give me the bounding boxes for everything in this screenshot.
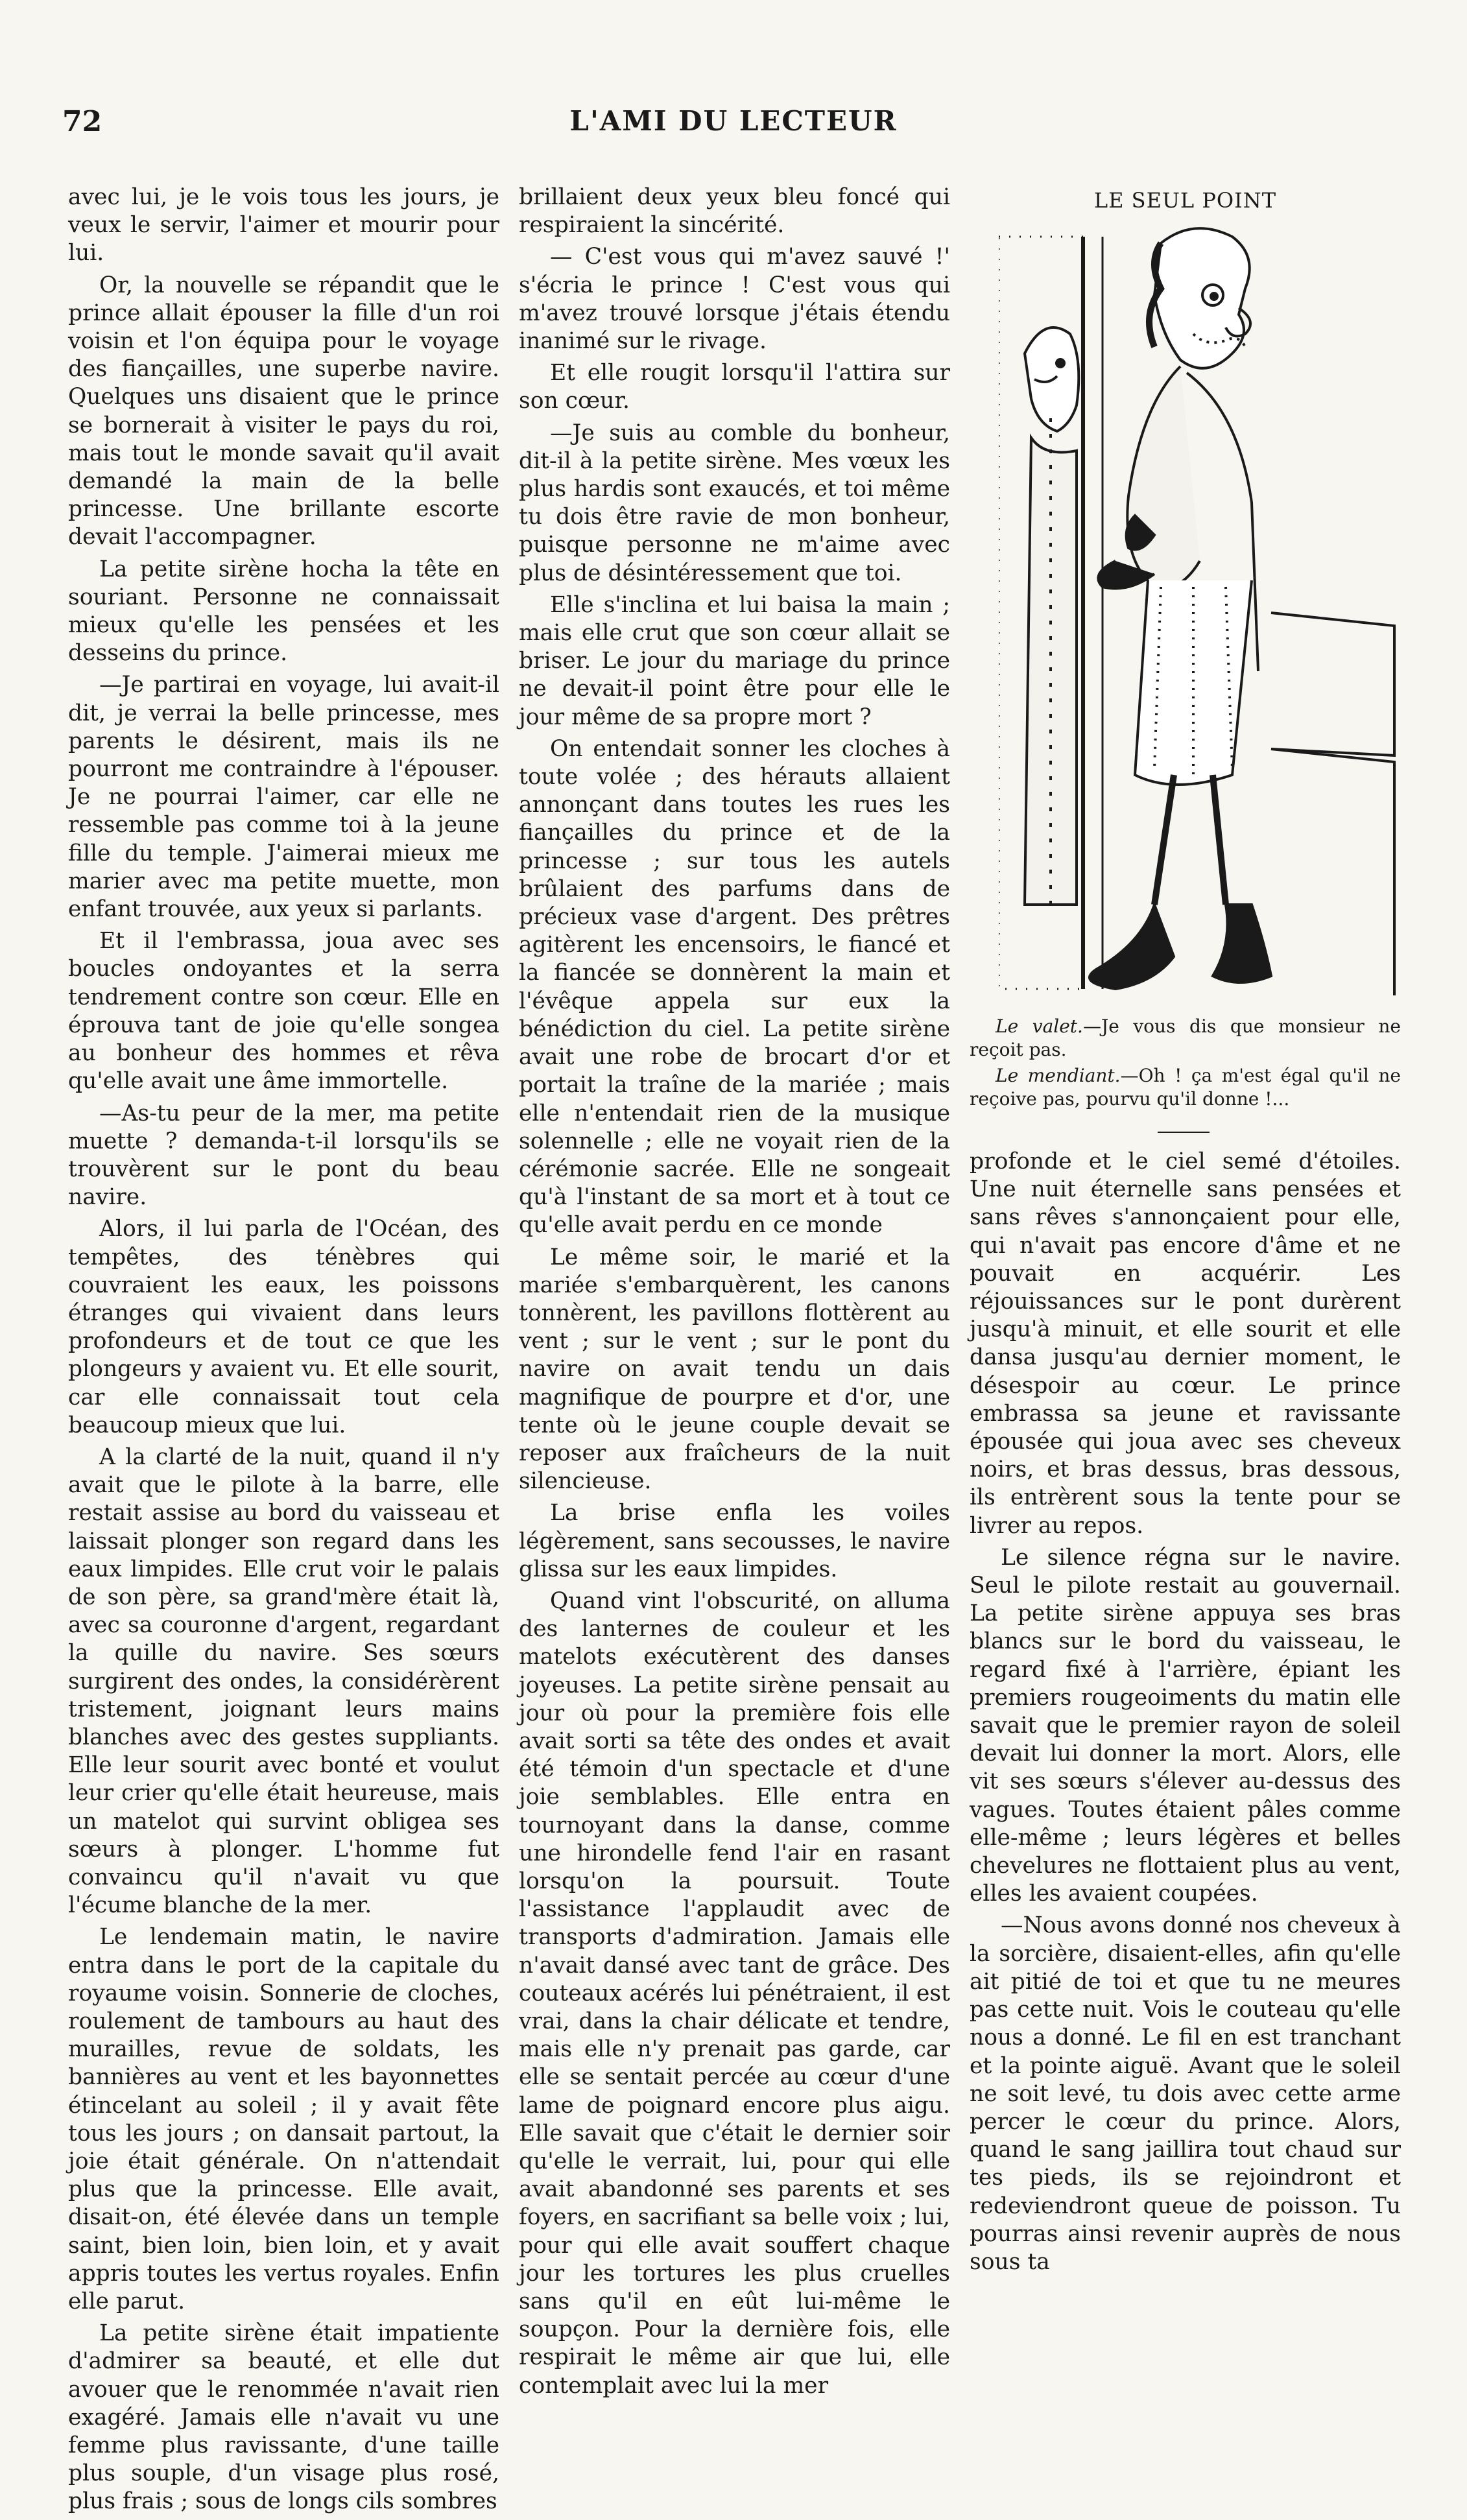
valet-figure [999,237,1103,989]
paragraph: Alors, il lui parla de l'Océan, des tempêtes, des ténèbres qui couvraient les eaux, les poissons étranges qui vivaient dans leurs profondeurs et de tout ce que les plongeurs y avaient vu. Et elle sourit, car elle connaissait tout cela beaucoup mieux que lui. [68,1216,499,1438]
paragraph: Et elle rougit lorsqu'il l'attira sur son cœur. [519,360,950,414]
section-divider [1158,1132,1210,1133]
paragraph: On entendait sonner les cloches à toute volée ; des hérauts allaient annonçant dans toutes les rues les fiançailles du prince et de la princesse ; sur tous les autels brûlaient des parfums dans de précieux vase d'argent. Des prêtres agitèrent les encensoirs, le fiancé et la fiancée se donnèrent la main et l'évêque appela sur eux la bénédiction du ciel. La petite sirène avait une robe de brocart d'or et portait la traîne de la mariée ; mais elle n'entendait rien de la musique solennelle ; elle ne voyait rien de la cérémonie sacrée. Elle ne songeait qu'à l'instant de sa mort et à tout ce qu'elle avait perdu en ce monde [519,735,950,1239]
paragraph: —Je partirai en voyage, lui avait-il dit, je verrai la belle princesse, mes parents le désirent, mais ils ne pourront me contraindre à l'épouser. Je ne pourrai l'aimer, car elle ne ressemble pas comme toi à la jeune fille du temple. J'aimerai mieux me marier avec ma petite muette, mon enfant trouvée, aux yeux si parlants. [68,672,499,923]
paragraph: Le silence régna sur le navire. Seul le pilote restait au gouvernail. La petite sirène appuya ses bras blancs sur le bord du vaisseau, le regard fixé à l'arrière, épiant les premiers rougeoiments du matin elle savait que le premier rayon de soleil devait lui donner la mort. Alors, elle vit ses sœurs s'élever au-dessus des vagues. Toutes étaient pâles comme elle-même ; leurs légères et belles chevelures ne flottaient plus au vent, elles les avaient coupées. [970,1544,1401,1907]
paragraph: —Je suis au comble du bonheur, dit-il à la petite sirène. Mes vœux les plus hardis sont exaucés, et toi même tu dois être ravie de mon bonheur, puisque personne ne m'aime avec plus de désintéressement que toi. [519,420,950,586]
cartoon-caption [970,1015,1401,1113]
caption-line [970,1015,1401,1062]
paragraph: La petite sirène hocha la tête en souriant. Personne ne connaissait mieux qu'elle les pensées et les desseins du prince. [68,556,499,667]
paragraph: Et il l'embrassa, joua avec ses boucles ondoyantes et la serra tendrement contre son cœur. Elle en éprouva tant de joie qu'elle songea au bonheur des hommes et rêva qu'elle avait une âme immortelle. [68,928,499,1095]
text-column-middle [519,184,950,2404]
paragraph: Elle s'inclina et lui baisa la main ; mais elle crut que son cœur allait se briser. Le jour du mariage du prince ne devait-il point être pour elle le jour même de sa propre mort ? [519,591,950,730]
text-column-right [970,1148,1401,2280]
beggar-figure [1090,228,1394,995]
cartoon-title: LE SEUL POINT [1093,188,1277,213]
paragraph: A la clarté de la nuit, quand il n'y avait que le pilote à la barre, elle restait assise au bord du vaisseau et laissait plonger son regard dans les eaux limpides. Elle crut voir le palais de son père, sa grand'mère était là, avec sa couronne d'argent, regardant la quille du navire. Ses sœurs surgirent des ondes, la considérèrent tristement, joignant leurs mains blanches avec des gestes suppliants. Elle leur sourit avec bonté et voulut leur crier qu'elle était heureuse, mais un matelot qui survint obligea ses sœurs à plonger. L'homme fut convaincu qu'il n'avait vu que l'écume blanche de la mer. [68,1444,499,1919]
paragraph: Le même soir, le marié et la mariée s'embarquèrent, les canons tonnèrent, les pavillons flottèrent au vent ; sur le vent ; sur le pont du navire on avait tendu un dais magnifique de pourpre et d'or, une tente où le jeune couple devait se reposer aux fraîcheurs de la nuit silencieuse. [519,1244,950,1495]
paragraph: Or, la nouvelle se répandit que le prince allait épouser la fille d'un roi voisin et l'on équipa pour le voyage des fiançailles, une superbe navire. Quelques uns disaient que le prince se bornerait à visiter le pays du roi, mais tout le monde savait qu'il avait demandé la main de la belle princesse. Une brillante escorte devait l'accompagner. [68,272,499,551]
paragraph: avec lui, je le vois tous les jours, je veux le servir, l'aimer et mourir pour lui. [68,184,499,267]
caption-text: —Je vous dis que monsieur ne reçoit pas. [970,1016,1401,1060]
paragraph: brillaient deux yeux bleu foncé qui respiraient la sincérité. [519,184,950,239]
paragraph: Quand vint l'obscurité, on alluma des lanternes de couleur et les matelots exécutèrent des danses joyeuses. La petite sirène pensait au jour où pour la première fois elle avait sorti sa tête des ondes et avait été témoin d'un spectacle et d'une joie semblables. Elle entra en tournoyant dans la danse, comme une hirondelle fend l'air en rasant lorsqu'on la poursuit. Toute l'assistance l'applaudit avec de transports d'admiration. Jamais elle n'avait dansé avec tant de grâce. Des couteaux acérés lui pénétraient, il est vrai, dans la chair délicate et tendre, mais elle n'y prenait pas garde, car elle se sentait percée au cœur d'une lame de poignard encore plus aigu. Elle savait que c'était le dernier soir qu'elle le verrait, lui, pour qui elle avait abandonné ses parents et ses foyers, en sacrifiant sa belle voix ; lui, pour qui elle avait souffert chaque jour les tortures les plus cruelles sans qu'il en eût lui-même le soupçon. Pour la dernière fois, elle respirait le même air que lui, elle contemplait avec lui la mer [519,1587,950,2399]
paragraph: La brise enfla les voiles légèrement, sans secousses, le navire glissa sur les eaux limpides. [519,1500,950,1582]
caption-speaker: Le valet. [996,1016,1083,1037]
caption-speaker: Le mendiant. [996,1065,1121,1086]
paragraph: Le lendemain matin, le navire entra dans le port de la capitale du royaume voisin. Sonnerie de cloches, roulement de tambours au haut des murailles, revue de soldats, les bannières au vent et les bayonnettes étincelant au soleil ; il y avait fête tous les jours ; on dansait partout, la joie était générale. On n'attendait plus que la princesse. Elle avait, disait-on, été élevée dans un temple saint, bien loin, bien loin, et y avait appris toutes les vertus royales. Enfin elle parut. [68,1924,499,2315]
running-title: L'AMI DU LECTEUR [569,105,898,137]
caption-text: —Oh ! ça m'est égal qu'il ne reçoive pas, pourvu qu'il donne !... [970,1065,1401,1110]
paragraph: — C'est vous qui m'avez sauvé !' s'écria le prince ! C'est vous qui m'avez trouvé lorsque j'étais étendu inanimé sur le rivage. [519,244,950,355]
caption-line [970,1064,1401,1111]
text-column-left [68,184,499,2520]
page-number: 72 [62,105,102,138]
paragraph: —Nous avons donné nos cheveux à la sorcière, disaient-elles, afin qu'elle ait pitié de toi et que tu ne meures pas cette nuit. Vois le couteau qu'elle nous a donné. Le fil en est tranchant et la pointe aiguë. Avant que le soleil ne soit levé, tu dois avec cette arme percer le cœur du prince. Alors, quand le sang jaillira tout chaud sur tes pieds, ils se rejoindront et redeviendront queue de poisson. Tu pourras ainsi revenir auprès de nous sous ta [970,1912,1401,2275]
cartoon-illustration [999,224,1401,999]
paragraph: —As-tu peur de la mer, ma petite muette ? demanda-t-il lorsqu'ils se trouvèrent sur le pont du beau navire. [68,1100,499,1211]
paragraph: La petite sirène était impatiente d'admirer sa beauté, et elle dut avouer que le renommée n'avait rien exagéré. Jamais elle n'avait vu une femme plus ravissante, d'une taille plus souple, d'un visage plus rosé, plus frais ; sous de longs cils sombres [68,2320,499,2515]
paragraph: profonde et le ciel semé d'étoiles. Une nuit éternelle sans pensées et sans rêves s'annonçaient pour elle, qui n'avait pas encore d'âme et ne pouvait en acquérir. Les réjouissances sur le pont durèrent jusqu'à minuit, et elle sourit et elle dansa jusqu'au dernier moment, le désespoir au cœur. Le prince embrassa sa jeune et ravissante épousée qui joua avec ses cheveux noirs, et bras dessus, bras dessous, ils entrèrent sous la tente pour se livrer au repos. [970,1148,1401,1539]
